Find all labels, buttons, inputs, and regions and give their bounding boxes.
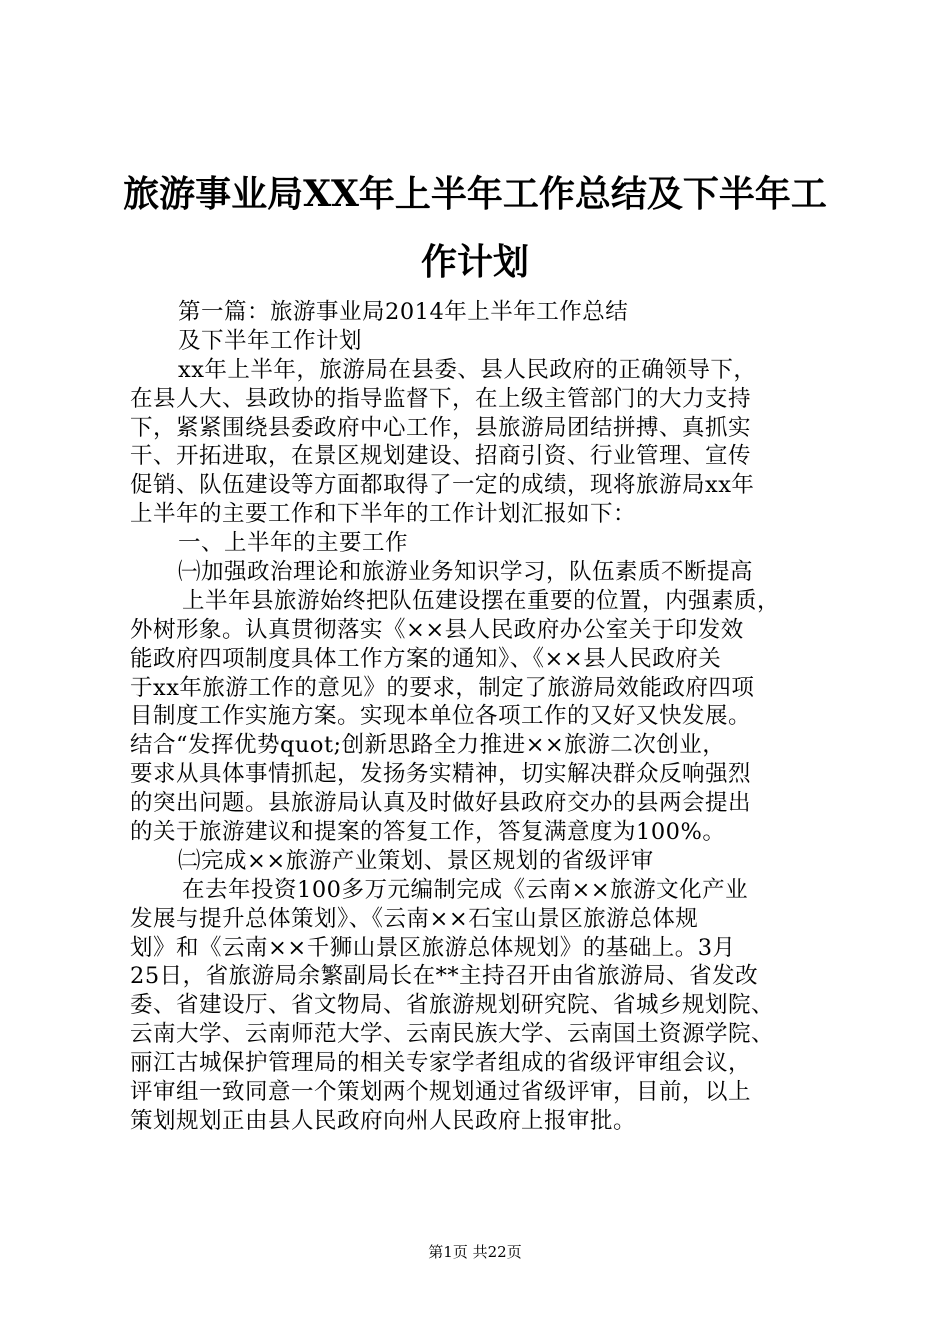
paragraph-line: 下，紧紧围绕县委政府中心工作，县旅游局团结拼搏、真抓实 — [130, 414, 752, 441]
paragraph-line: 要求从具体事情抓起，发扬务实精神，切实解决群众反响强烈 — [130, 761, 752, 788]
paragraph-line: 促销、队伍建设等方面都取得了一定的成绩，现将旅游局xx年 — [130, 472, 755, 499]
subheading: 一、上半年的主要工作 — [178, 530, 409, 557]
section-heading-cont: 及下半年工作计划 — [178, 327, 363, 354]
section-heading: 第一篇：旅游事业局2014年上半年工作总结 — [178, 299, 629, 325]
document-title — [100, 160, 850, 296]
title-line-2: 作计划 — [420, 241, 529, 283]
paragraph-line: 划》和《云南××千狮山景区旅游总体规划》的基础上。3月 — [130, 934, 736, 961]
paragraph-line: 能政府四项制度具体工作方案的通知》、《××县人民政府关 — [130, 645, 722, 672]
paragraph-line: 外树形象。认真贯彻落实《××县人民政府办公室关于印发效 — [130, 616, 744, 643]
paragraph-line: 发展与提升总体策划》、《云南××石宝山景区旅游总体规 — [130, 905, 699, 932]
paragraph-line: 目制度工作实施方案。实现本单位各项工作的又好又快发展。 — [130, 703, 752, 730]
paragraph-line: 干、开拓进取，在景区规划建设、招商引资、行业管理、宣传 — [130, 443, 752, 470]
paragraph-line: 的突出问题。县旅游局认真及时做好县政府交办的县两会提出 — [130, 790, 752, 817]
paragraph-line: 上半年的主要工作和下半年的工作计划汇报如下： — [130, 501, 637, 528]
paragraph-line: 策划规划正由县人民政府向州人民政府上报审批。 — [130, 1107, 637, 1134]
paragraph-line: 于xx年旅游工作的意见》的要求，制定了旅游局效能政府四项 — [130, 674, 755, 701]
paragraph-line: 25日，省旅游局余繁副局长在**主持召开由省旅游局、省发改 — [130, 963, 759, 990]
paragraph-line: 丽江古城保护管理局的相关专家学者组成的省级评审组会议， — [130, 1050, 752, 1077]
paragraph-line: 在县人大、县政协的指导监督下，在上级主管部门的大力支持 — [130, 385, 752, 412]
paragraph-line: 委、省建设厅、省文物局、省旅游规划研究院、省城乡规划院、 — [130, 992, 775, 1019]
paragraph-line: 评审组一致同意一个策划两个规划通过省级评审，目前，以上 — [130, 1079, 752, 1106]
paragraph-line: xx年上半年，旅游局在县委、县人民政府的正确领导下， — [178, 356, 757, 383]
paragraph-line: 上半年县旅游始终把队伍建设摆在重要的位置，内强素质， — [182, 587, 781, 614]
paragraph-line: 在去年投资100多万元编制完成《云南××旅游文化产业 — [182, 876, 749, 903]
paragraph-line: 云南大学、云南师范大学、云南民族大学、云南国土资源学院、 — [130, 1021, 775, 1048]
paragraph-line: 的关于旅游建议和提案的答复工作，答复满意度为100%。 — [130, 819, 726, 846]
title-line-1: 旅游事业局XX年上半年工作总结及下半年工 — [123, 173, 827, 215]
document-body — [130, 298, 845, 1136]
paragraph-line: 结合“发挥优势quot;创新思路全力推进××旅游二次创业， — [130, 732, 726, 759]
subheading: ㈠加强政治理论和旅游业务知识学习，队伍素质不断提高 — [178, 559, 754, 586]
page-footer: 第1页 共22页 — [428, 1243, 522, 1261]
subheading: ㈡完成××旅游产业策划、景区规划的省级评审 — [178, 847, 654, 874]
